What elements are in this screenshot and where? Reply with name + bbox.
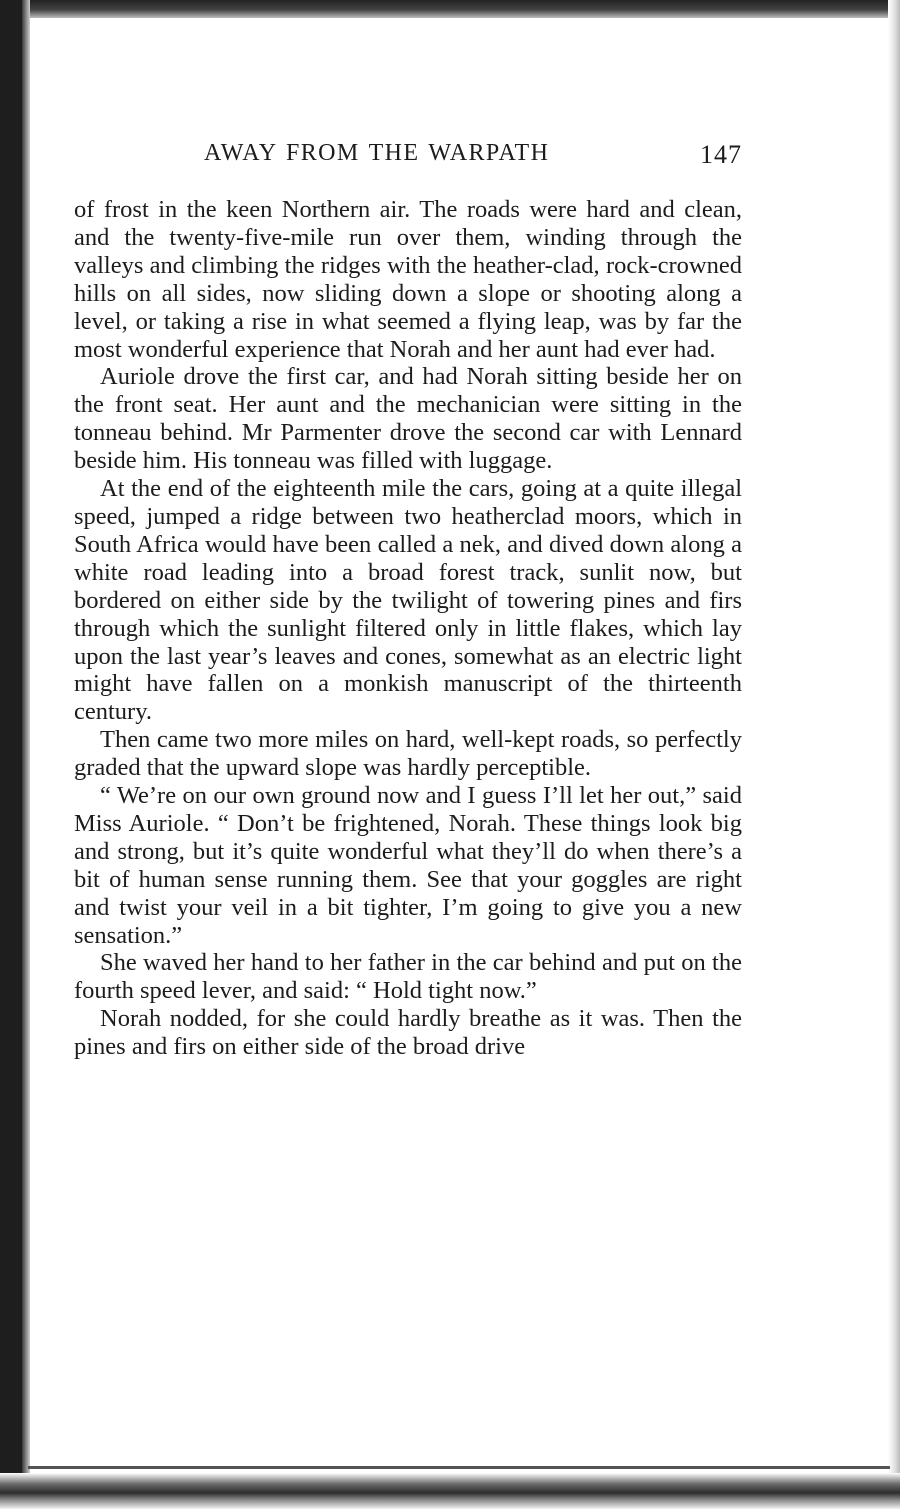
paragraph: Auriole drove the first car, and had Norah sitting beside her on the front seat. Her aunt and the mechanician were sitting in the tonneau behind. Mr Parmenter drove the second car with Lennard beside him. His tonneau was filled with luggage. [74,363,742,475]
scan-edge-top [0,0,900,18]
scan-edge-bottom [0,1473,900,1509]
paragraph: Norah nodded, for she could hardly breathe as it was. Then the pines and firs on either side of the broad drive [74,1005,742,1061]
paragraph: She waved her hand to her father in the car behind and put on the fourth speed lever, and said: “ Hold tight now.” [74,949,742,1005]
scan-edge-right [888,0,900,1509]
paragraph: of frost in the keen Northern air. The roads were hard and clean, and the twenty-five-mile run over them, winding through the valleys and climbing the ridges with the heather-clad, rock-crowned hills on all sides, now sliding down a slope or shooting along a level, or taking a rise in what seemed a flying leap, was by far the most wonderful experience that Norah and her aunt had ever had. [74,196,742,363]
running-head: AWAY FROM THE WARPATH [204,140,550,166]
paragraph: Then came two more miles on hard, well-kept roads, so perfectly graded that the upward slope was hardly perceptible. [74,726,742,782]
paragraph: At the end of the eighteenth mile the cars, going at a quite illegal speed, jumped a ridge between two heatherclad moors, which in South Africa would have been called a nek, and dived down along a white road leading into a broad forest track, sunlit now, but bordered on either side by the twilight of towering pines and firs through which the sunlight filtered only in little flakes, which lay upon the last year’s leaves and cones, somewhat as an electric light might have fallen on a monkish manuscript of the thirteenth century. [74,475,742,726]
scan-edge-left-shadow [22,0,30,1509]
body-text [74,196,742,1061]
paragraph: “ We’re on our own ground now and I guess I’ll let her out,” said Miss Auriole. “ Don’t be frightened, Norah. These things look big and strong, but it’s quite wonderful what they’ll do when there’s a bit of human sense running them. See that your goggles are right and twist your veil in a bit tighter, I’m going to give you a new sensation.” [74,782,742,949]
page-header [74,140,742,172]
page-number: 147 [700,140,742,169]
scan-bottom-rule [28,1466,890,1469]
